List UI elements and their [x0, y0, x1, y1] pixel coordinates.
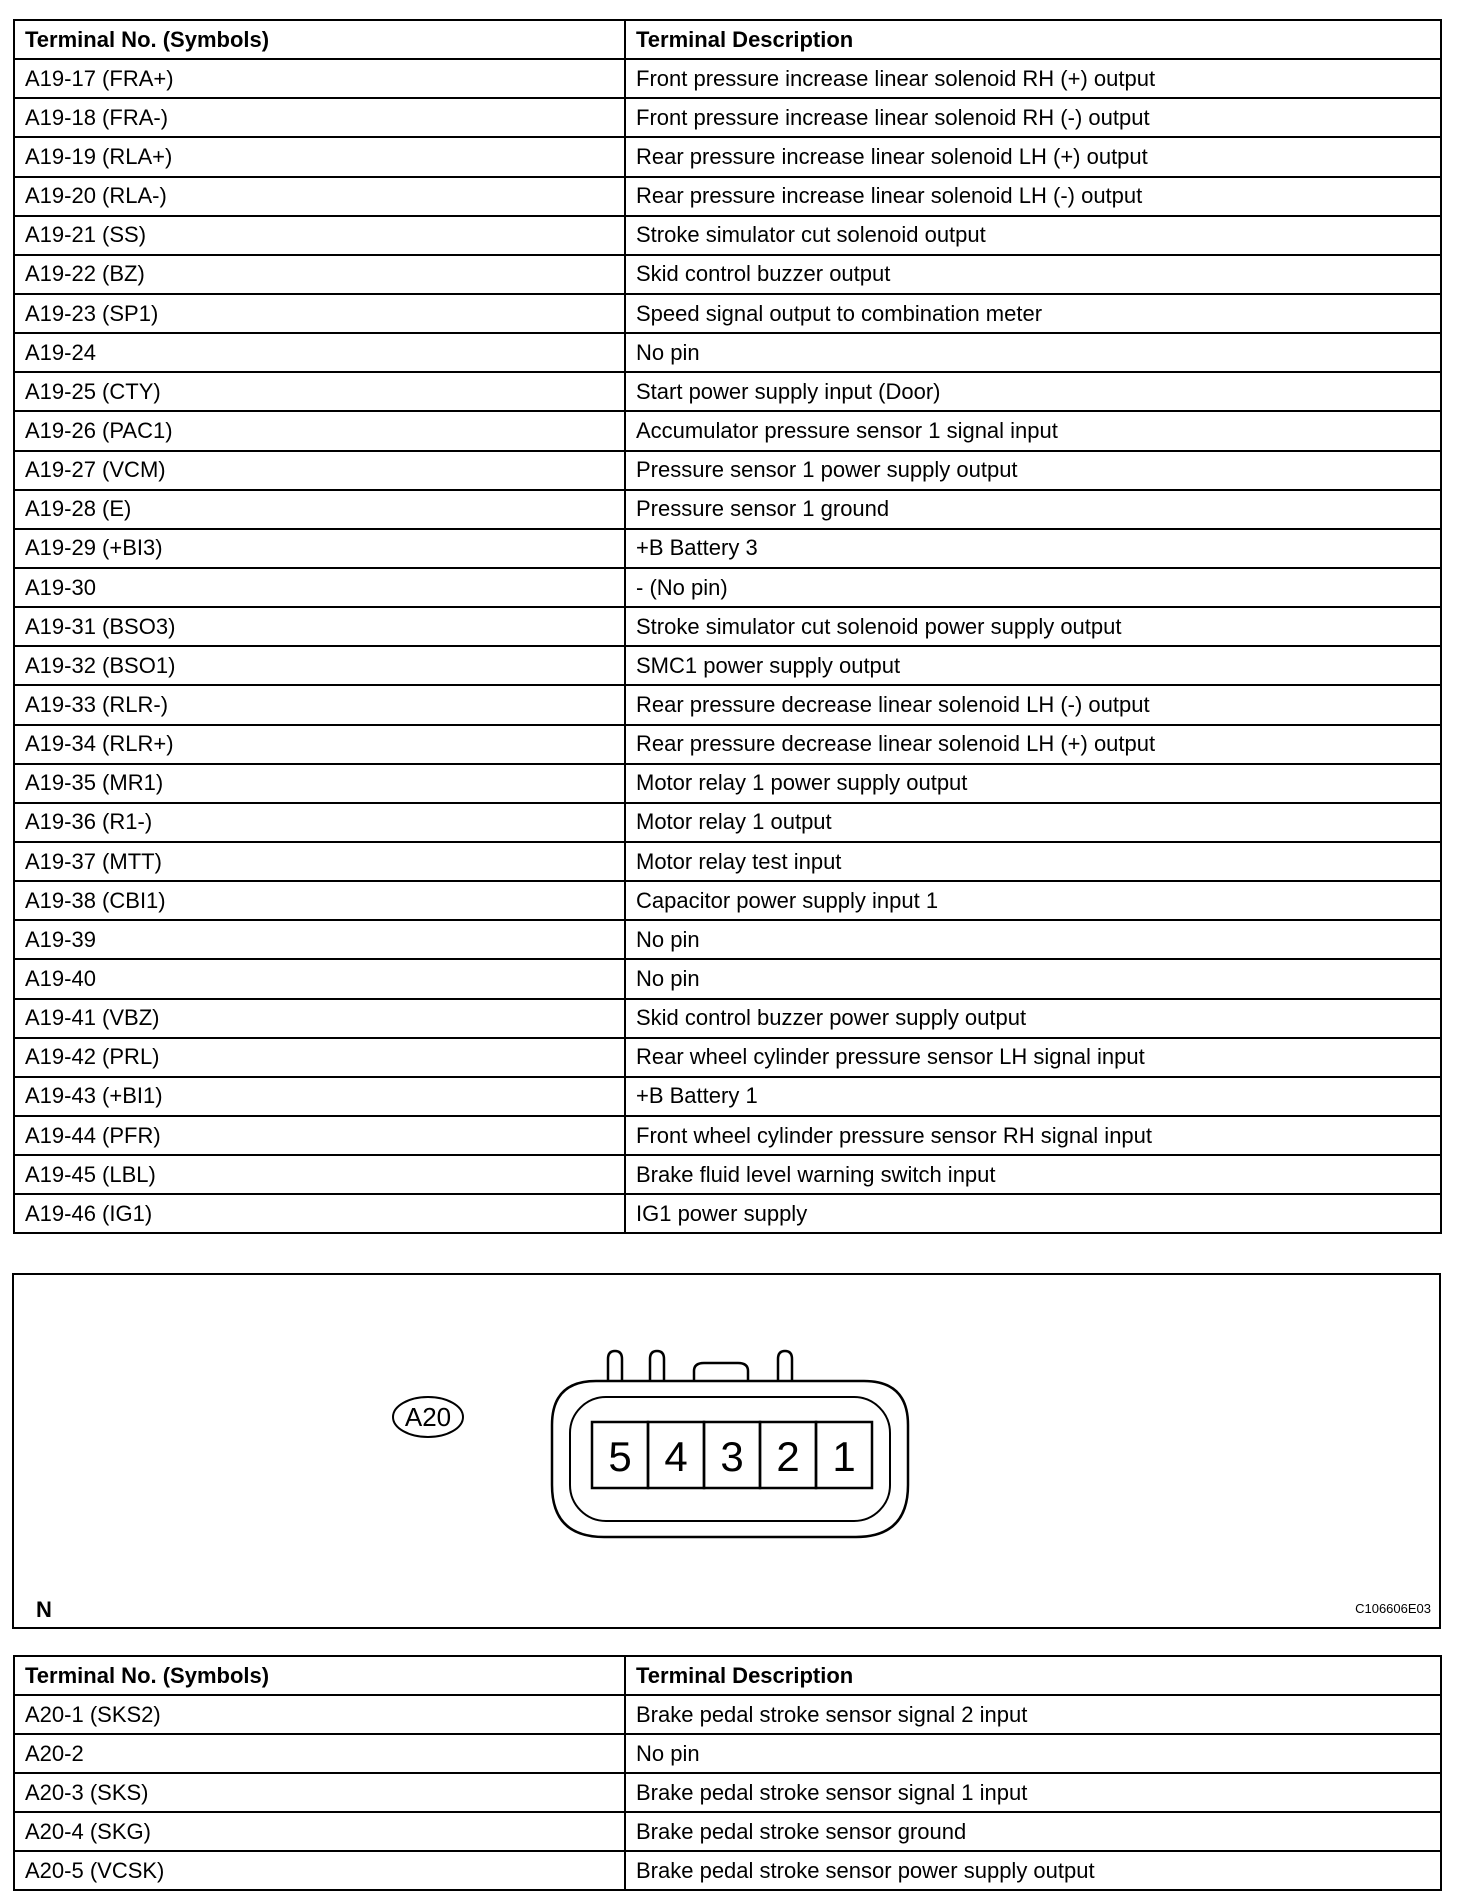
table-row [14, 177, 1441, 216]
connector-latch [778, 1351, 792, 1381]
table-row [14, 294, 1441, 333]
connector-key [694, 1363, 748, 1381]
table-row [14, 529, 1441, 568]
table-row [14, 1773, 1441, 1812]
terminal-cell: A19-26 (PAC1) [14, 411, 625, 450]
description-cell: Skid control buzzer power supply output [625, 999, 1441, 1038]
terminal-cell: A19-21 (SS) [14, 216, 625, 255]
table-row [14, 685, 1441, 724]
table-row [14, 920, 1441, 959]
description-cell: No pin [625, 959, 1441, 998]
column-header-terminal: Terminal No. (Symbols) [14, 20, 625, 59]
table-row [14, 490, 1441, 529]
terminal-cell: A20-4 (SKG) [14, 1812, 625, 1851]
terminal-cell: A19-17 (FRA+) [14, 59, 625, 98]
terminal-cell: A19-32 (BSO1) [14, 646, 625, 685]
terminal-cell: A20-3 (SKS) [14, 1773, 625, 1812]
terminal-cell: A19-44 (PFR) [14, 1116, 625, 1155]
terminal-cell: A19-45 (LBL) [14, 1155, 625, 1194]
pin-number: 4 [664, 1433, 688, 1480]
description-cell: Front pressure increase linear solenoid RH (-) output [625, 98, 1441, 137]
table-row [14, 1812, 1441, 1851]
table-row [14, 1734, 1441, 1773]
view-label: N [36, 1597, 52, 1622]
pin-number: 5 [608, 1433, 632, 1480]
description-cell: +B Battery 3 [625, 529, 1441, 568]
description-cell: Rear pressure decrease linear solenoid LH (-) output [625, 685, 1441, 724]
terminal-cell: A19-22 (BZ) [14, 255, 625, 294]
pin-number: 2 [776, 1433, 800, 1480]
description-cell: Accumulator pressure sensor 1 signal input [625, 411, 1441, 450]
table-row [14, 607, 1441, 646]
description-cell: +B Battery 1 [625, 1077, 1441, 1116]
terminal-table-a19 [13, 19, 1442, 1234]
table-row [14, 842, 1441, 881]
terminal-cell: A19-35 (MR1) [14, 764, 625, 803]
terminal-cell: A19-39 [14, 920, 625, 959]
table-row [14, 255, 1441, 294]
terminal-cell: A19-40 [14, 959, 625, 998]
column-header-terminal: Terminal No. (Symbols) [14, 1656, 625, 1695]
connector-latch [650, 1351, 664, 1381]
connector-label: A20 [404, 1402, 452, 1432]
terminal-cell: A19-38 (CBI1) [14, 881, 625, 920]
table-header-row [14, 1656, 1441, 1695]
terminal-cell: A19-24 [14, 333, 625, 372]
table-row [14, 333, 1441, 372]
connector-latch [608, 1351, 622, 1381]
pin-number: 3 [720, 1433, 744, 1480]
terminal-cell: A19-28 (E) [14, 490, 625, 529]
terminal-cell: A20-2 [14, 1734, 625, 1773]
connector-diagram [14, 1275, 1439, 1627]
table-row [14, 411, 1441, 450]
terminal-cell: A19-46 (IG1) [14, 1194, 625, 1233]
table-row [14, 1077, 1441, 1116]
figure-code: C106606E03 [1355, 1601, 1431, 1616]
terminal-cell: A19-18 (FRA-) [14, 98, 625, 137]
table-row [14, 725, 1441, 764]
table-row [14, 803, 1441, 842]
description-cell: Stroke simulator cut solenoid power supply output [625, 607, 1441, 646]
terminal-table-a20 [13, 1655, 1442, 1891]
terminal-cell: A19-42 (PRL) [14, 1038, 625, 1077]
terminal-cell: A20-1 (SKS2) [14, 1695, 625, 1734]
terminal-cell: A19-27 (VCM) [14, 451, 625, 490]
description-cell: Rear pressure increase linear solenoid LH (+) output [625, 137, 1441, 176]
description-cell: Stroke simulator cut solenoid output [625, 216, 1441, 255]
terminal-cell: A19-23 (SP1) [14, 294, 625, 333]
description-cell: Front pressure increase linear solenoid RH (+) output [625, 59, 1441, 98]
table-row [14, 568, 1441, 607]
table-row [14, 646, 1441, 685]
description-cell: Skid control buzzer output [625, 255, 1441, 294]
terminal-cell: A20-5 (VCSK) [14, 1851, 625, 1890]
terminal-cell: A19-31 (BSO3) [14, 607, 625, 646]
table-row [14, 1155, 1441, 1194]
description-cell: - (No pin) [625, 568, 1441, 607]
description-cell: Rear pressure increase linear solenoid LH (-) output [625, 177, 1441, 216]
description-cell: Rear wheel cylinder pressure sensor LH signal input [625, 1038, 1441, 1077]
table-row [14, 59, 1441, 98]
description-cell: Front wheel cylinder pressure sensor RH signal input [625, 1116, 1441, 1155]
description-cell: No pin [625, 333, 1441, 372]
table-row [14, 959, 1441, 998]
table-row [14, 881, 1441, 920]
table-row [14, 372, 1441, 411]
description-cell: Pressure sensor 1 power supply output [625, 451, 1441, 490]
description-cell: Brake pedal stroke sensor power supply output [625, 1851, 1441, 1890]
connector-figure [12, 1273, 1441, 1629]
table-row [14, 98, 1441, 137]
description-cell: Brake pedal stroke sensor signal 1 input [625, 1773, 1441, 1812]
table-row [14, 1038, 1441, 1077]
description-cell: Brake pedal stroke sensor signal 2 input [625, 1695, 1441, 1734]
description-cell: Motor relay test input [625, 842, 1441, 881]
description-cell: Motor relay 1 power supply output [625, 764, 1441, 803]
table-row [14, 764, 1441, 803]
terminal-cell: A19-29 (+BI3) [14, 529, 625, 568]
description-cell: Speed signal output to combination meter [625, 294, 1441, 333]
description-cell: Pressure sensor 1 ground [625, 490, 1441, 529]
column-header-description: Terminal Description [625, 20, 1441, 59]
description-cell: IG1 power supply [625, 1194, 1441, 1233]
description-cell: SMC1 power supply output [625, 646, 1441, 685]
table-row [14, 216, 1441, 255]
description-cell: Brake pedal stroke sensor ground [625, 1812, 1441, 1851]
description-cell: No pin [625, 920, 1441, 959]
terminal-cell: A19-25 (CTY) [14, 372, 625, 411]
terminal-cell: A19-36 (R1-) [14, 803, 625, 842]
table-row [14, 1695, 1441, 1734]
table-row [14, 451, 1441, 490]
pin-number: 1 [832, 1433, 856, 1480]
description-cell: No pin [625, 1734, 1441, 1773]
table-row [14, 1851, 1441, 1890]
terminal-cell: A19-37 (MTT) [14, 842, 625, 881]
description-cell: Brake fluid level warning switch input [625, 1155, 1441, 1194]
terminal-cell: A19-43 (+BI1) [14, 1077, 625, 1116]
terminal-cell: A19-19 (RLA+) [14, 137, 625, 176]
table-row [14, 1116, 1441, 1155]
terminal-cell: A19-34 (RLR+) [14, 725, 625, 764]
terminal-cell: A19-30 [14, 568, 625, 607]
table-row [14, 137, 1441, 176]
description-cell: Capacitor power supply input 1 [625, 881, 1441, 920]
description-cell: Rear pressure decrease linear solenoid LH (+) output [625, 725, 1441, 764]
table-header-row [14, 20, 1441, 59]
terminal-cell: A19-33 (RLR-) [14, 685, 625, 724]
description-cell: Motor relay 1 output [625, 803, 1441, 842]
table-row [14, 1194, 1441, 1233]
table-row [14, 999, 1441, 1038]
column-header-description: Terminal Description [625, 1656, 1441, 1695]
terminal-cell: A19-20 (RLA-) [14, 177, 625, 216]
terminal-cell: A19-41 (VBZ) [14, 999, 625, 1038]
description-cell: Start power supply input (Door) [625, 372, 1441, 411]
